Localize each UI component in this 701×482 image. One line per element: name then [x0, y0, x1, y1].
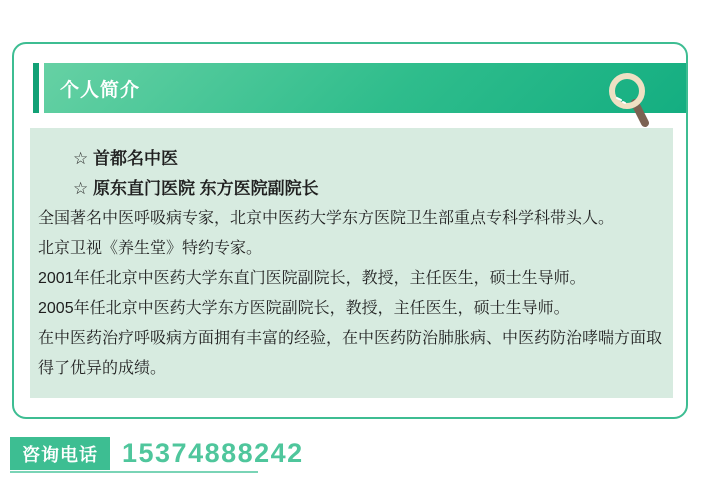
consult-phone-number[interactable]: 15374888242 — [122, 438, 304, 468]
bio-line: 2005年任北京中医药大学东方医院副院长，教授，主任医生，硕士生导师。 — [38, 300, 570, 317]
highlight-line: ☆ 原东直门医院 东方医院副院长 — [73, 179, 319, 198]
footer-divider — [10, 471, 258, 473]
bio-line: 北京卫视《养生堂》特约专家。 — [38, 240, 263, 257]
consult-phone-badge — [10, 437, 110, 470]
highlight-line: ☆ 首都名中医 — [73, 149, 178, 168]
section-title: 个人简介 — [60, 79, 141, 101]
magnifier-icon — [604, 70, 652, 130]
bio-line: 全国著名中医呼吸病专家，北京中医药大学东方医院卫生部重点专科学科带头人。 — [38, 210, 615, 227]
profile-content — [30, 128, 673, 398]
consult-phone-label: 咨询电话 — [22, 444, 98, 465]
bio-line: 在中医药治疗呼吸病方面拥有丰富的经验，在中医药防治肺胀病、中医药防治哮喘方面取得了优异的成绩。 — [38, 330, 663, 377]
section-header — [44, 63, 686, 113]
header-accent-bar — [33, 63, 39, 113]
bio-line: 2001年任北京中医药大学东直门医院副院长，教授，主任医生，硕士生导师。 — [38, 270, 586, 287]
